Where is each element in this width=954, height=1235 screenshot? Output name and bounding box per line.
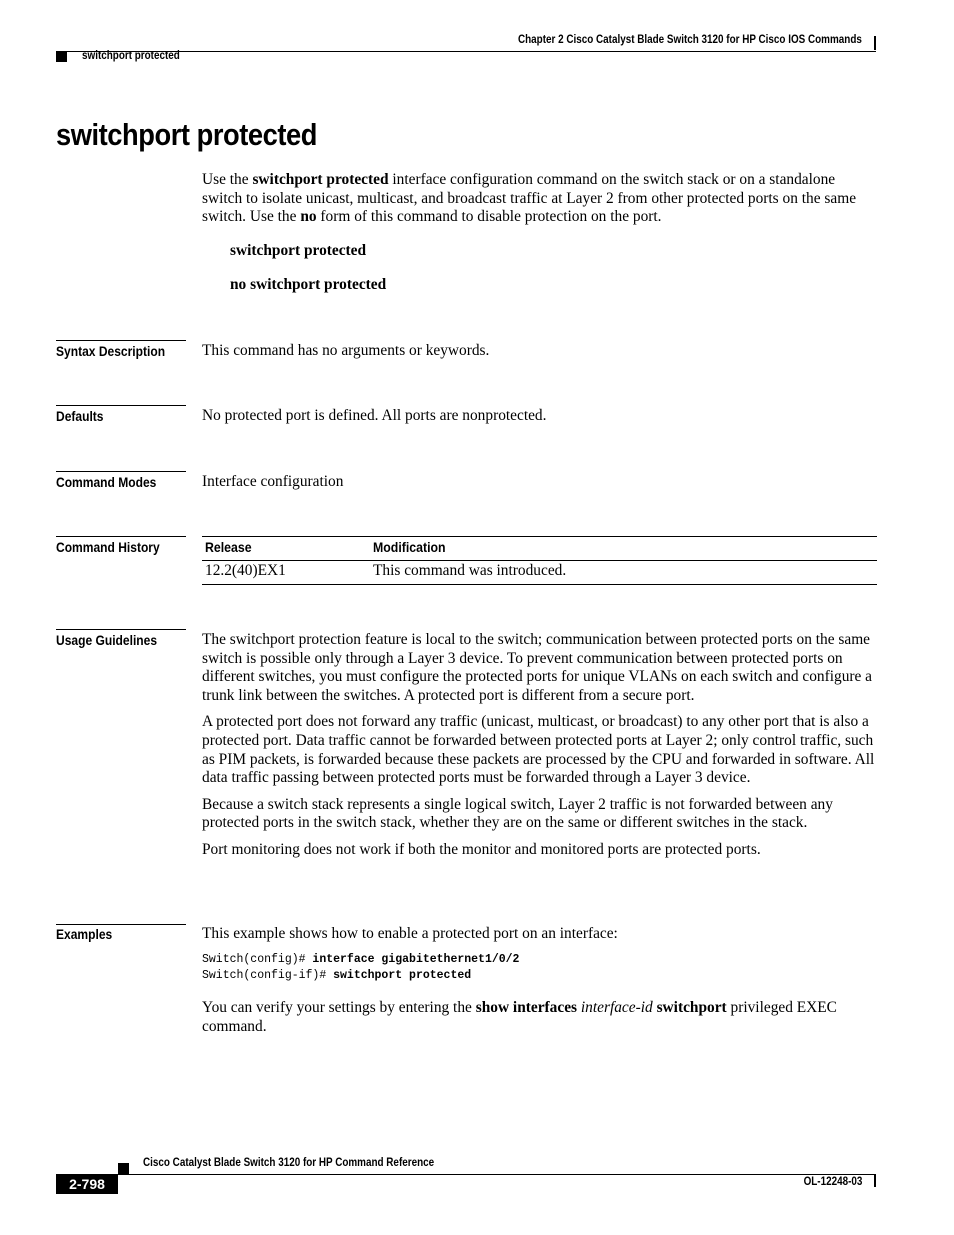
intro-bold-command: switchport protected bbox=[252, 171, 389, 188]
code-command: interface gigabitethernet1/0/2 bbox=[312, 953, 520, 966]
history-col-release: Release bbox=[205, 539, 252, 555]
syntax-line-2: no switchport protected bbox=[230, 276, 387, 293]
intro-text-3: form of this command to disable protection on the port. bbox=[316, 208, 662, 226]
intro-text-2: interface configuration command on the switch stack or on a standalone switch to isolate unicast, multicast, and broadcast traffic at Layer 2 from other protected ports on the same switch. Use the bbox=[202, 171, 857, 226]
verify-text-1: You can verify your settings by entering the bbox=[202, 999, 476, 1016]
usage-paragraph: Port monitoring does not work if both the monitor and monitored ports are protected ports. bbox=[202, 840, 761, 858]
examples-heading: Examples bbox=[56, 926, 113, 942]
syntax-description-rule bbox=[56, 340, 186, 341]
usage-paragraph: The switchport protection feature is local to the switch; communication between protected ports on the same switch is possible only through a Layer 3 device. To prevent communication between protected ports on different switches, you must configure the protected ports for unique VLANs on each switch and configure a trunk link between the switches. A protected port is different from a secure port. bbox=[202, 631, 873, 704]
command-modes-rule bbox=[56, 471, 186, 472]
verify-italic-arg: interface-id bbox=[580, 999, 653, 1016]
code-prompt: Switch(config)# bbox=[202, 953, 313, 966]
examples-rule bbox=[56, 924, 186, 925]
syntax-line-1: switchport protected bbox=[230, 242, 367, 259]
usage-paragraph: Because a switch stack represents a single logical switch, Layer 2 traffic is not forwarded between any protected ports in the switch stack, whether they are on the same or different switches in the stack. bbox=[202, 795, 833, 832]
footer-edge-mark bbox=[874, 1175, 876, 1187]
history-col-modification: Modification bbox=[373, 539, 446, 555]
usage-guidelines-body bbox=[202, 631, 878, 860]
header-edge-mark bbox=[874, 36, 876, 50]
command-history-rule bbox=[56, 536, 186, 537]
page-number: 2-798 bbox=[69, 1176, 105, 1192]
verify-bold-switchport: switchport bbox=[656, 999, 727, 1016]
usage-paragraph: A protected port does not forward any traffic (unicast, multicast, or broadcast) to any other port that is also a protected port. Data traffic cannot be forwarded between protected ports at Layer 2; only control traffic, such as PIM packets, is forwarded because these packets are processed by the CPU and forwarded in software. All data traffic passing between protected ports must be forwarded through a Layer 3 device. bbox=[202, 713, 875, 787]
history-table-bottom-rule bbox=[202, 584, 877, 585]
page-number-box bbox=[56, 1175, 118, 1194]
verify-text-2: privileged EXEC command. bbox=[202, 999, 837, 1035]
history-row-modification: This command was introduced. bbox=[373, 562, 567, 579]
verify-bold-show: show interfaces bbox=[475, 999, 578, 1016]
code-line-1 bbox=[202, 953, 519, 966]
running-header-topic: switchport protected bbox=[82, 50, 180, 62]
running-header-chapter: Chapter 2 Cisco Catalyst Blade Switch 3120 for HP Cisco IOS Commands bbox=[518, 34, 862, 46]
header-block-mark bbox=[56, 52, 67, 62]
usage-guidelines-heading: Usage Guidelines bbox=[56, 632, 158, 648]
footer-book-title: Cisco Catalyst Blade Switch 3120 for HP Command Reference bbox=[143, 1157, 435, 1169]
history-row-release: 12.2(40)EX1 bbox=[205, 562, 286, 579]
command-history-heading: Command History bbox=[56, 539, 160, 555]
footer-block-mark bbox=[118, 1163, 129, 1174]
page-title: switchport protected bbox=[56, 117, 318, 152]
footer-rule bbox=[56, 1174, 876, 1175]
intro-text-1: Use the bbox=[202, 171, 253, 188]
history-table-top-rule bbox=[202, 536, 877, 537]
code-line-2 bbox=[202, 969, 471, 982]
command-modes-text: Interface configuration bbox=[202, 473, 344, 490]
footer-doc-id: OL-12248-03 bbox=[803, 1176, 862, 1188]
code-prompt: Switch(config-if)# bbox=[202, 969, 334, 982]
syntax-description-heading: Syntax Description bbox=[56, 343, 166, 359]
code-command: switchport protected bbox=[333, 969, 472, 982]
history-table-header-rule bbox=[202, 560, 877, 561]
intro-paragraph bbox=[202, 171, 878, 227]
defaults-text: No protected port is defined. All ports are nonprotected. bbox=[202, 407, 547, 424]
defaults-rule bbox=[56, 405, 186, 406]
examples-intro: This example shows how to enable a protected port on an interface: bbox=[202, 925, 618, 942]
syntax-description-text: This command has no arguments or keywords. bbox=[202, 342, 490, 359]
intro-bold-no: no bbox=[300, 208, 317, 226]
defaults-heading: Defaults bbox=[56, 408, 104, 424]
verify-paragraph bbox=[202, 999, 878, 1036]
usage-guidelines-rule bbox=[56, 629, 186, 630]
command-modes-heading: Command Modes bbox=[56, 474, 157, 490]
